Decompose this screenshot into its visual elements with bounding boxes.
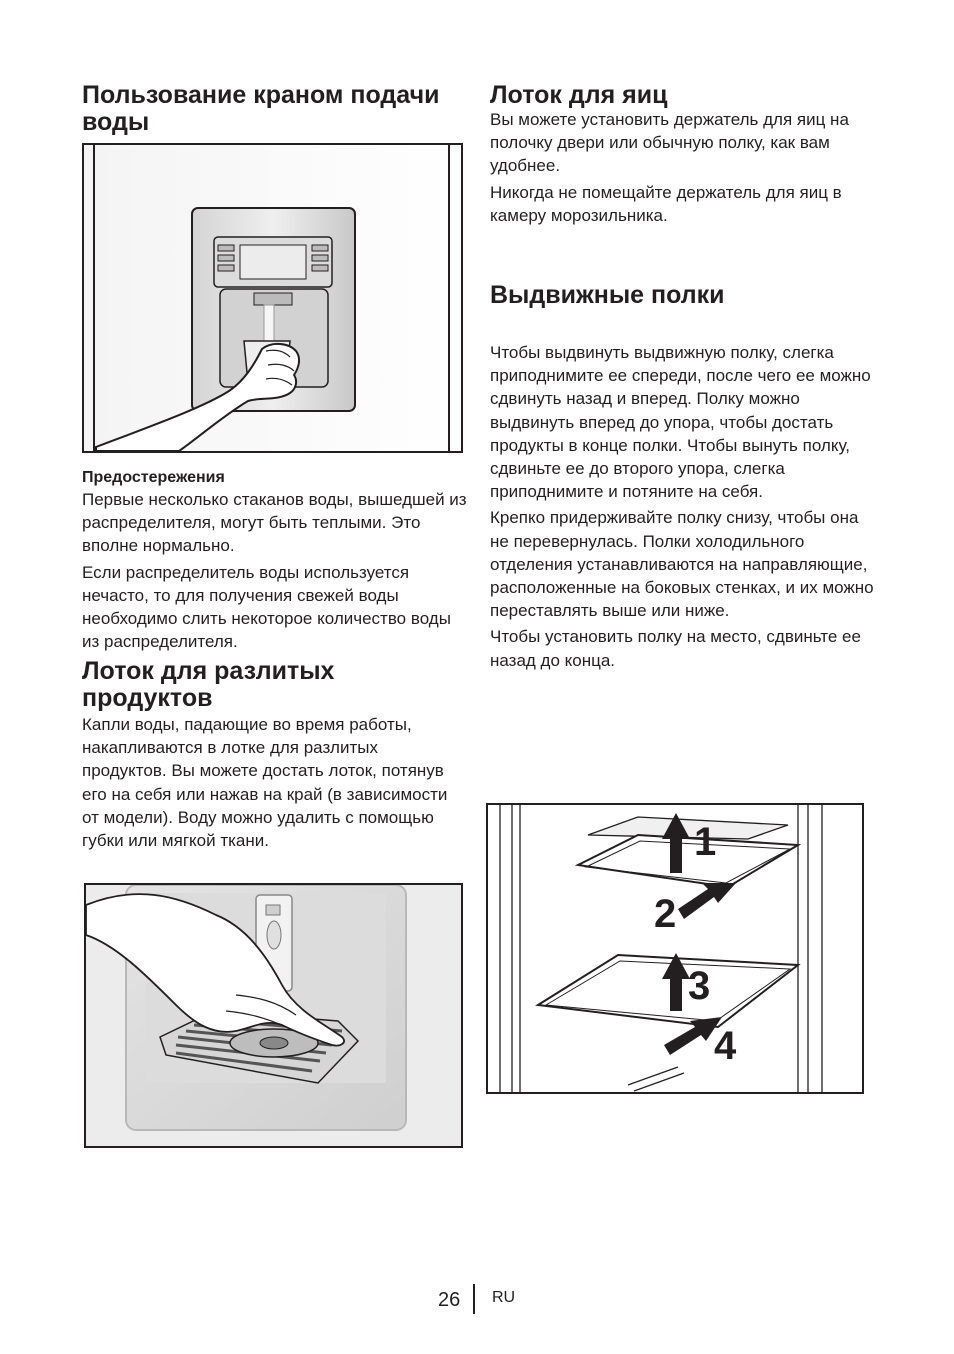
step-1-label: 1 xyxy=(694,820,717,864)
sliding-shelves-title: Выдвижные полки xyxy=(490,281,725,309)
spill-tray-paragraph: Капли воды, падающие во время работы, накапливаются в лотке для разлитых продуктов. Вы можете достать лоток, потянув его на себя или нажав на край (в зависимости от модели). Воду можно удалить с помощью губки или мягкой ткани. xyxy=(82,715,448,851)
footer-divider xyxy=(473,1284,475,1314)
caution-paragraph-1: Первые несколько стаканов воды, вышедшей из распределителя, могут быть теплыми. Это вполне нормально. xyxy=(82,490,467,556)
shelves-illustration xyxy=(488,805,862,1092)
spill-tray-illustration xyxy=(86,885,461,1146)
sliding-shelves-paragraph-3: Чтобы установить полку на место, сдвиньте ее назад до конца. xyxy=(490,627,861,670)
sliding-shelves-figure xyxy=(486,803,864,1094)
sliding-shelves-paragraph-2: Крепко придерживайте полку снизу, чтобы она не перевернулась. Полки холодильного отделения устанавливаются на направляющие, расположенные на боковых стенках, и их можно переставлять выше или ниже. xyxy=(490,508,874,621)
step-4-label: 4 xyxy=(714,1024,737,1068)
caution-paragraph-2: Если распределитель воды используется нечасто, то для получения свежей воды необходимо слить некоторое количество воды из распределителя. xyxy=(82,562,451,652)
egg-tray-paragraph-1: Вы можете установить держатель для яиц на полочку двери или обычную полку, как вам удобнее. xyxy=(490,110,849,176)
egg-tray-title: Лоток для яиц xyxy=(490,81,668,109)
step-3-label: 3 xyxy=(688,964,711,1008)
step-2-label: 2 xyxy=(654,892,677,936)
water-dispenser-illustration xyxy=(84,145,461,451)
caution-heading: Предостережения xyxy=(82,469,225,486)
water-dispenser-figure xyxy=(82,143,463,453)
egg-tray-paragraph-2: Никогда не помещайте держатель для яиц в камеру морозильника. xyxy=(490,182,842,225)
spill-tray-figure xyxy=(84,883,463,1148)
page-number: 26 xyxy=(438,1289,461,1311)
spill-tray-title: Лоток для разлитых продуктов xyxy=(82,657,335,712)
water-dispenser-title: Пользование краном подачи воды xyxy=(82,81,440,136)
language-code: RU xyxy=(492,1289,516,1306)
sliding-shelves-paragraph-1: Чтобы выдвинуть выдвижную полку, слегка приподнимите ее спереди, после чего ее можно сдвинуть назад и вперед. Полку можно выдвинуть вперед до упора, чтобы достать продукты в конце полки. Чтобы вынуть полку, сдвиньте ее до второго упора, слегка приподнимите и потяните на себя. xyxy=(490,343,871,502)
